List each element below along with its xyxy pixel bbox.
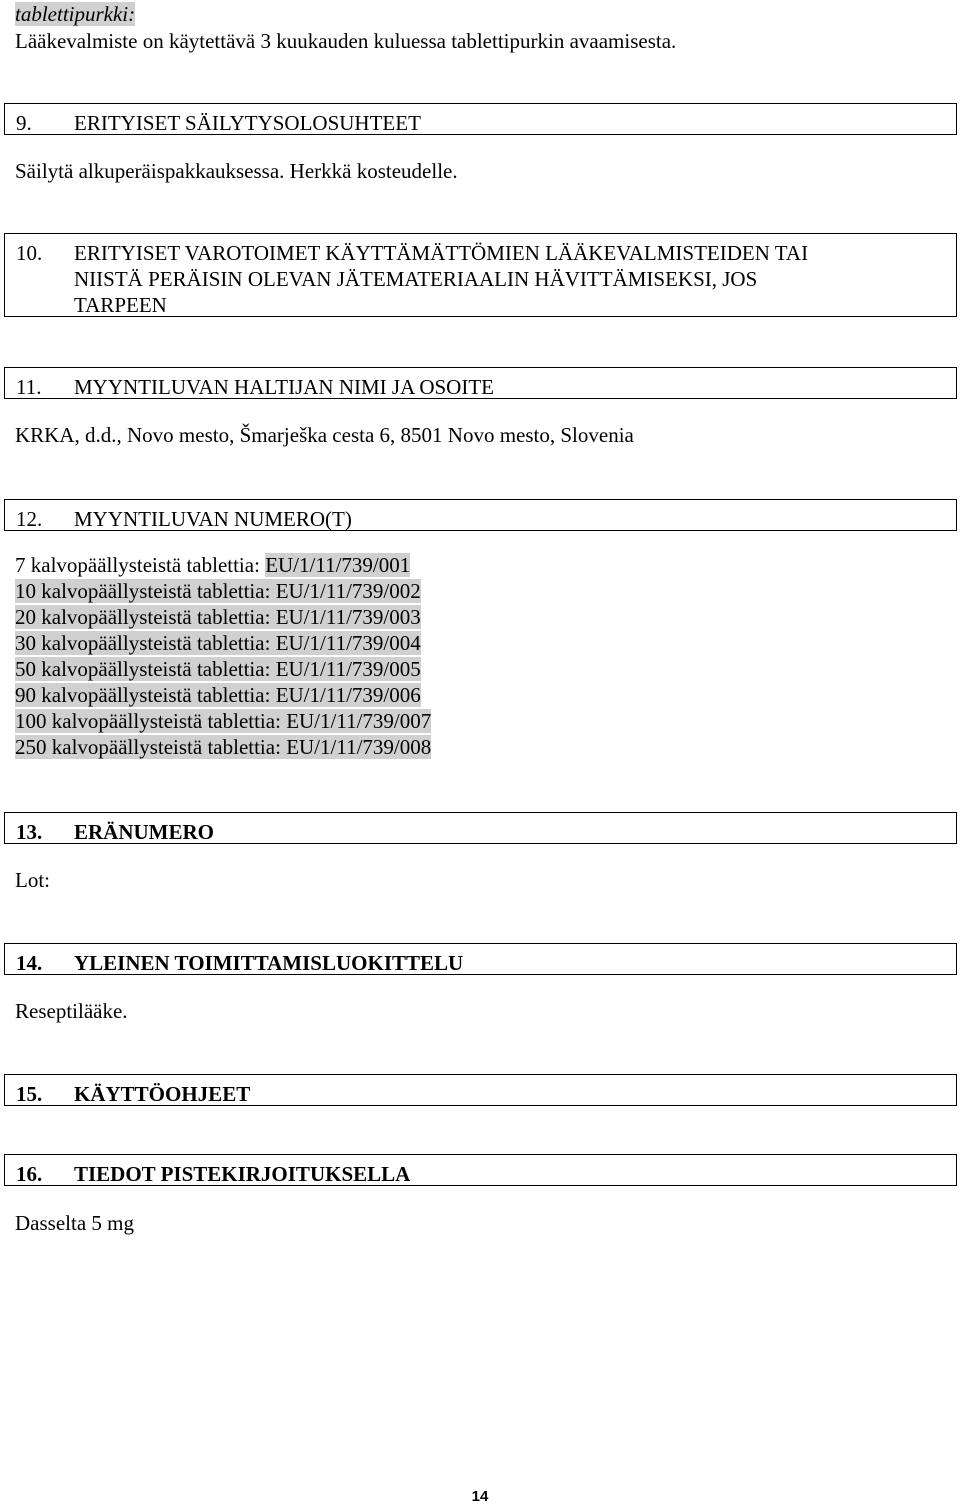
section-number: 13. [16, 820, 43, 844]
section-number: 16. [16, 1162, 43, 1186]
shelf-life-text: Lääkevalmiste on käytettävä 3 kuukauden kuluessa tablettipurkin avaamisesta. [15, 29, 677, 53]
classification-text: Reseptilääke. [15, 999, 128, 1023]
tablet-container-label: tablettipurkki: [15, 2, 136, 26]
section-number: 9. [16, 111, 32, 135]
section-12-heading [4, 499, 957, 531]
section-title: YLEINEN TOIMITTAMISLUOKITTELU [74, 951, 464, 975]
section-16-heading [4, 1154, 957, 1186]
section-9-heading [4, 103, 957, 135]
list-item: 10 kalvopäällysteistä tablettia: EU/1/11/739/002 [15, 579, 421, 603]
section-number: 12. [16, 507, 43, 531]
section-14-heading [4, 943, 957, 975]
section-title: MYYNTILUVAN NUMERO(T) [74, 507, 352, 531]
section-title: ERÄNUMERO [74, 820, 214, 844]
list-item: 7 kalvopäällysteistä tablettia: EU/1/11/739/001 [15, 553, 411, 577]
page-number: 14 [471, 1488, 489, 1505]
lot-label: Lot: [15, 868, 50, 892]
section-13-heading [4, 812, 957, 844]
list-item: 250 kalvopäällysteistä tablettia: EU/1/11/739/008 [15, 735, 432, 759]
section-title: ERITYISET SÄILYTYSOLOSUHTEET [74, 111, 421, 135]
section-15-heading [4, 1074, 957, 1106]
section-title: ERITYISET VAROTOIMET KÄYTTÄMÄTTÖMIEN LÄÄKEVALMISTEIDEN TAI NIISTÄ PERÄISIN OLEVAN JÄTEMATERIAALIN HÄVITTÄMISEKSI, JOS TARPEEN [74, 241, 809, 317]
section-10-heading [4, 233, 957, 317]
list-item: 50 kalvopäällysteistä tablettia: EU/1/11/739/005 [15, 657, 421, 681]
section-title: TIEDOT PISTEKIRJOITUKSELLA [74, 1162, 411, 1186]
section-number: 11. [16, 375, 42, 399]
storage-text: Säilytä alkuperäispakkauksessa. Herkkä kosteudelle. [15, 159, 458, 183]
section-title: MYYNTILUVAN HALTIJAN NIMI JA OSOITE [74, 375, 494, 399]
list-item: 20 kalvopäällysteistä tablettia: EU/1/11/739/003 [15, 605, 421, 629]
braille-text: Dasselta 5 mg [15, 1211, 134, 1235]
section-number: 14. [16, 951, 43, 975]
section-number: 15. [16, 1082, 43, 1106]
list-item: 100 kalvopäällysteistä tablettia: EU/1/11/739/007 [15, 709, 432, 733]
list-item: 30 kalvopäällysteistä tablettia: EU/1/11/739/004 [15, 631, 421, 655]
marketing-authorisation-holder: KRKA, d.d., Novo mesto, Šmarješka cesta 6, 8501 Novo mesto, Slovenia [15, 423, 634, 447]
authorisation-number-list [15, 552, 431, 760]
section-11-heading [4, 367, 957, 399]
section-title: KÄYTTÖOHJEET [74, 1082, 251, 1106]
section-number: 10. [16, 241, 43, 265]
list-item: 90 kalvopäällysteistä tablettia: EU/1/11/739/006 [15, 683, 421, 707]
